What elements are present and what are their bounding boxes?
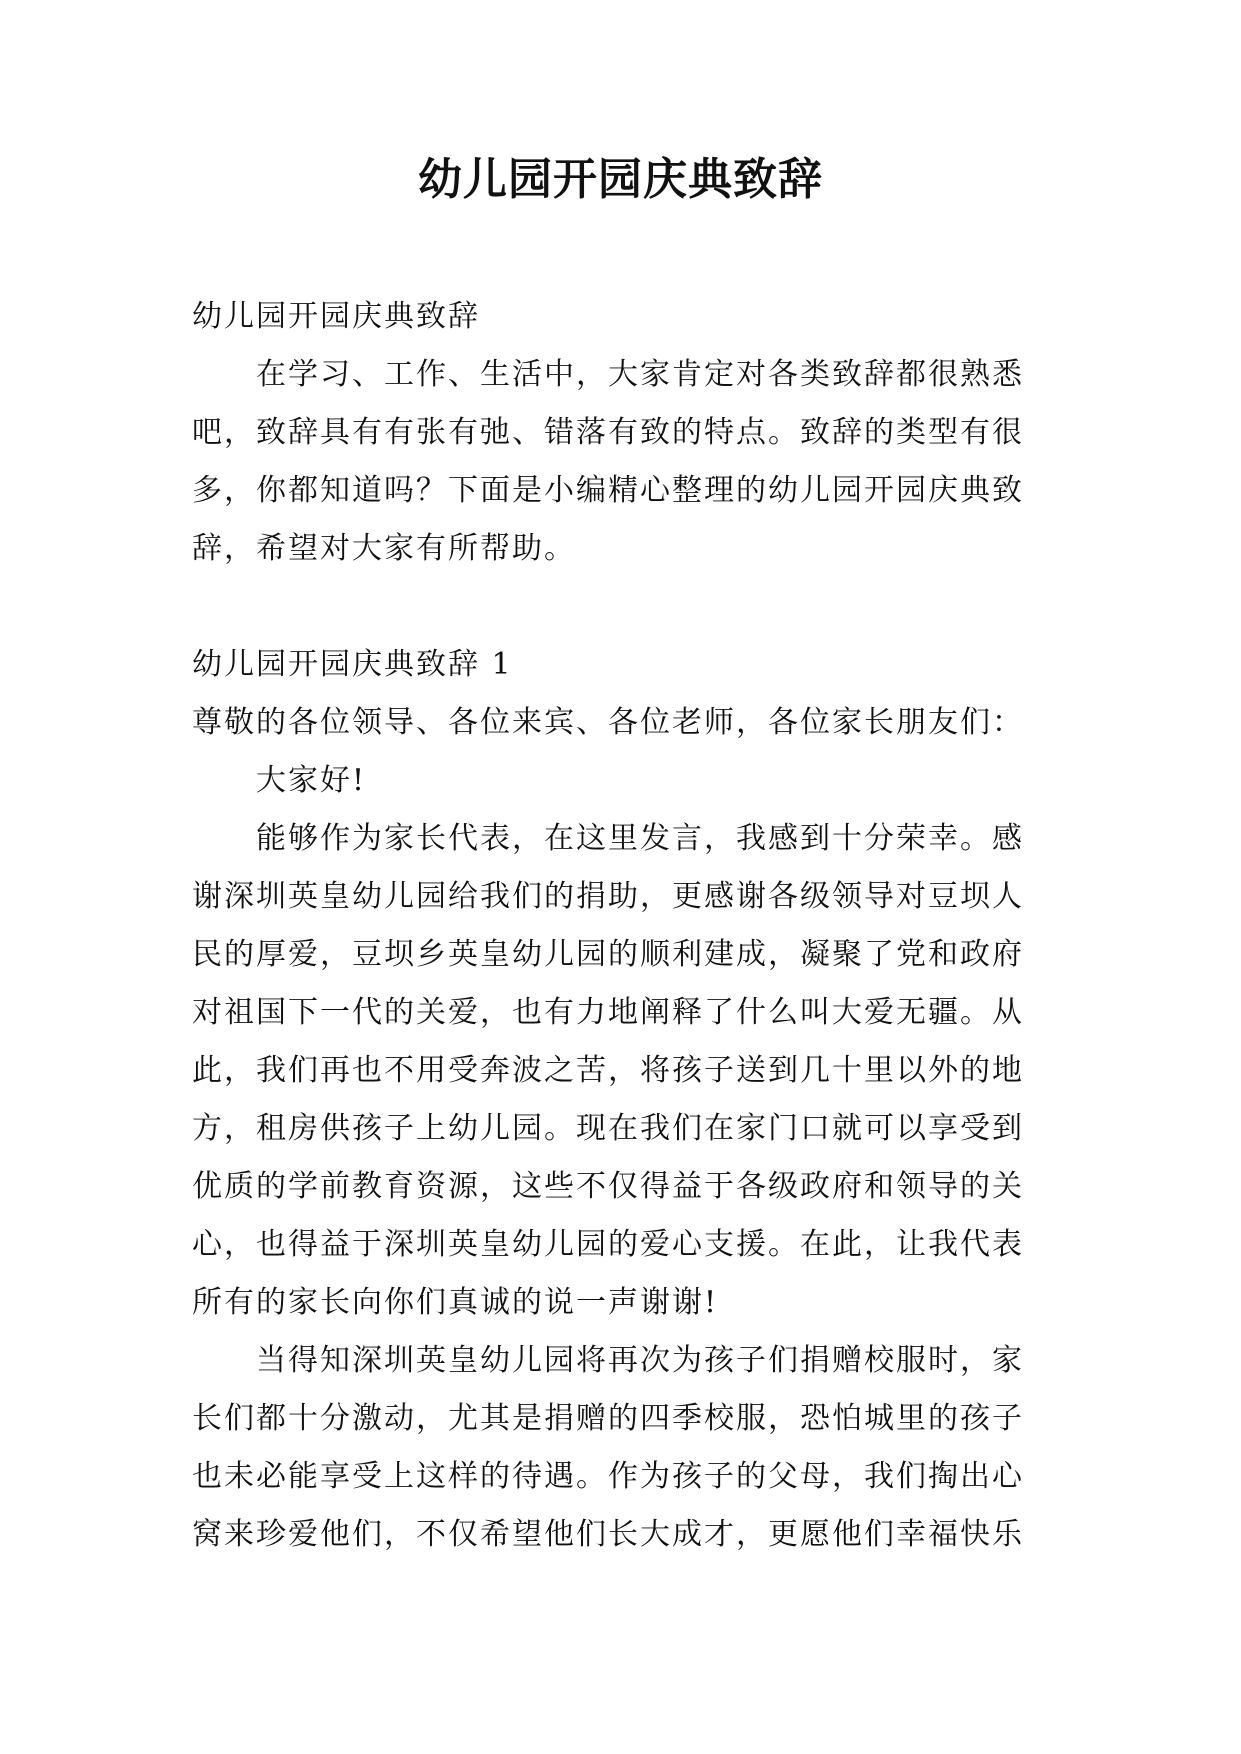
text-line: 优质的学前教育资源，这些不仅得益于各级政府和领导的关 (192, 1169, 1024, 1204)
text-line: 辞，希望对大家有所帮助。 (192, 531, 576, 566)
text-line: 对祖国下一代的关爱，也有力地阐释了什么叫大爱无疆。从 (192, 995, 1024, 1030)
text-line: 心，也得益于深圳英皇幼儿园的爱心支援。在此，让我代表 (192, 1227, 1024, 1262)
text-line: 方，租房供孩子上幼儿园。现在我们在家门口就可以享受到 (192, 1111, 1024, 1146)
text-line: 此，我们再也不用受奔波之苦，将孩子送到几十里以外的地 (192, 1053, 1024, 1088)
text-line: 幼儿园开园庆典致辞 1 (192, 647, 513, 682)
text-line: 吧，致辞具有有张有弛、错落有致的特点。致辞的类型有很 (192, 415, 1024, 450)
text-line: 当得知深圳英皇幼儿园将再次为孩子们捐赠校服时，家 (256, 1343, 1024, 1378)
text-line: 民的厚爱，豆坝乡英皇幼儿园的顺利建成，凝聚了党和政府 (192, 937, 1024, 972)
text-line: 能够作为家长代表，在这里发言，我感到十分荣幸。感 (256, 821, 1024, 856)
text-line: 也未必能享受上这样的待遇。作为孩子的父母，我们掏出心 (192, 1459, 1024, 1494)
document-title: 幼儿园开园庆典致辞 (418, 154, 823, 205)
text-line: 大家好! (256, 763, 367, 798)
document-body (192, 288, 1056, 1564)
text-line: 长们都十分激动，尤其是捐赠的四季校服，恐怕城里的孩子 (192, 1401, 1024, 1436)
text-line: 多，你都知道吗？下面是小编精心整理的幼儿园开园庆典致 (192, 473, 1024, 508)
text-line: 所有的家长向你们真诚的说一声谢谢! (192, 1285, 719, 1320)
paragraph-gap (192, 578, 1056, 636)
text-line: 谢深圳英皇幼儿园给我们的捐助，更感谢各级领导对豆坝人 (192, 879, 1024, 914)
text-line: 窝来珍爱他们，不仅希望他们长大成才，更愿他们幸福快乐 (192, 1517, 1024, 1552)
text-line: 幼儿园开园庆典致辞 (192, 299, 480, 334)
text-line: 在学习、工作、生活中，大家肯定对各类致辞都很熟悉 (256, 357, 1024, 392)
text-line: 尊敬的各位领导、各位来宾、各位老师，各位家长朋友们： (192, 705, 1024, 740)
